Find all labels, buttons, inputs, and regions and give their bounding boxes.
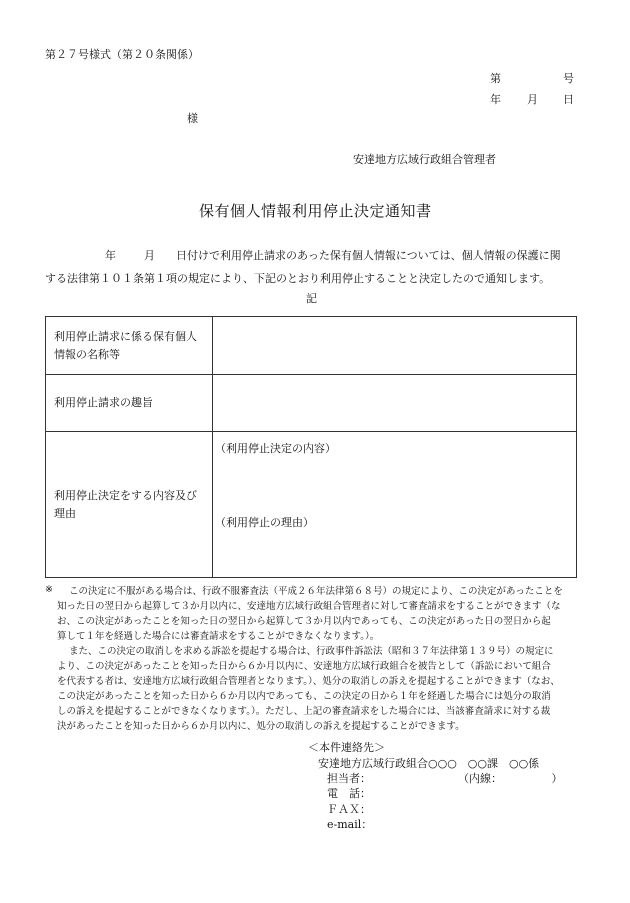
addressee-suffix: 様 xyxy=(187,112,198,125)
note-line: 決があったことを知った日から６か月以内に、処分の取消しの訴えを提起することができます。 xyxy=(57,721,465,732)
contact-email-label: e-mail： xyxy=(327,818,373,831)
body-line-1: 日付けで利用停止請求のあった保有個人情報については、個人情報の保護に関 xyxy=(176,249,561,262)
contact-fax-label: ＦＡＸ： xyxy=(327,803,371,816)
label-line: 利用停止請求に係る保有個人 xyxy=(54,329,197,343)
decision-reason-header: （利用停止の理由） xyxy=(215,516,314,529)
date-month: 月 xyxy=(527,93,538,106)
document-number-label: 第 xyxy=(490,72,501,85)
row-label-personal-info-name xyxy=(46,317,213,375)
body-line-2: する法律第１０１条第１項の規定により、下記のとおり利用停止することと決定したので通知します。 xyxy=(45,272,551,285)
body-year: 年 xyxy=(105,249,116,262)
contact-person-label: 担当者： xyxy=(327,772,371,785)
row-label-decision-content-reason xyxy=(46,432,213,578)
ki-heading: 記 xyxy=(306,292,317,305)
appeal-notes xyxy=(45,584,585,734)
note-line: を代表する者は、安達地方広域行政組合管理者となります。）、処分の取消しの訴えを提起することができます（なお、 xyxy=(57,676,560,687)
row-value-personal-info-name xyxy=(213,317,577,375)
note-line: より、この決定があったことを知った日から６か月以内に、安達地方広域行政組合を被告として（訴訟において組合 xyxy=(57,661,551,672)
label-line: 利用停止決定をする内容及び xyxy=(54,488,197,502)
label-line: 情報の名称等 xyxy=(54,347,120,361)
document-title: 保有個人情報利用停止決定通知書 xyxy=(199,202,432,220)
decision-table xyxy=(45,316,577,578)
decision-content-header: （利用停止決定の内容） xyxy=(215,442,336,455)
table-row xyxy=(46,375,577,432)
row-value-request-purpose xyxy=(213,375,577,432)
row-value-decision-content-reason xyxy=(213,432,577,578)
note-line: 算して１年を経過した場合には審査請求をすることができなくなります。）。 xyxy=(57,631,380,642)
form-number: 第２７号様式（第２０条関係） xyxy=(45,48,199,61)
note-mark: ※ xyxy=(45,584,53,595)
date-day: 日 xyxy=(563,93,574,106)
table-row xyxy=(46,432,577,578)
row-label-request-purpose: 利用停止請求の趣旨 xyxy=(46,375,213,432)
date-year: 年 xyxy=(490,93,501,106)
contact-heading: ＜本件連絡先＞ xyxy=(308,741,385,754)
issuer-name: 安達地方広域行政組合管理者 xyxy=(353,153,496,166)
label-line: 理由 xyxy=(54,506,76,520)
body-month: 月 xyxy=(144,249,155,262)
contact-extension: （内線： ） xyxy=(458,772,563,785)
contact-block xyxy=(308,740,539,771)
note-line: お、この決定があったことを知った日の翌日から起算して３か月以内であっても、この決定があった日の翌日から起 xyxy=(57,616,551,627)
note-line: 知った日の翌日から起算して３か月以内に、安達地方広域行政組合管理者に対して審査請求をすることができます（な xyxy=(57,601,561,612)
table-row xyxy=(46,317,577,375)
document-number-suffix: 号 xyxy=(563,72,574,85)
note-line: この決定に不服がある場合は、行政不服審査法（平成２６年法律第６８号）の規定により、この決定があったことを xyxy=(69,586,563,597)
note-line: この決定があったことを知った日から６か月以内であっても、この決定の日から１年を経過した場合には処分の取消 xyxy=(57,691,551,702)
contact-organization: 安達地方広域行政組合○○○ ○○課 ○○係 xyxy=(318,756,540,770)
note-line: しの訴えを提起することができなくなります。）。ただし、上記の審査請求をした場合には、当該審査請求に対する裁 xyxy=(57,706,551,717)
contact-phone-label: 電 話： xyxy=(327,787,371,800)
note-line: また、この決定の取消しを求める訴訟を提起する場合は、行政事件訴訟法（昭和３７年法律第１３９号）の規定に xyxy=(69,646,554,657)
